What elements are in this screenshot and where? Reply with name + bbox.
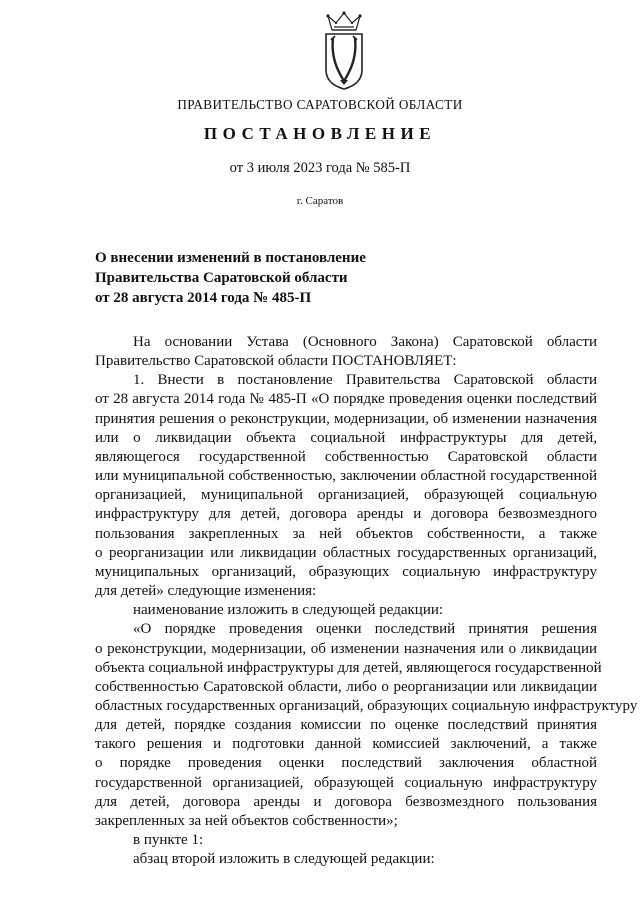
body-line: или о ликвидации объекта социальной инфраструктуры для детей,	[95, 429, 597, 446]
body-line: инфраструктуру для детей, договора аренды и договора безвозмездного	[95, 506, 597, 523]
body-line: абзац второй изложить в следующей редакции:	[133, 851, 435, 868]
body-line: принятия решения о реконструкции, модернизации, об изменении назначения	[95, 410, 597, 427]
body-line: 1. Внести в постановление Правительства Саратовской области	[133, 372, 597, 389]
document-subject	[95, 248, 366, 308]
body-line: для детей, порядке создания комиссии по оценке последствий принятия	[95, 717, 597, 734]
document-body	[95, 333, 638, 869]
body-line: «О порядке проведения оценки последствий принятия решения	[133, 621, 597, 638]
body-line: или муниципальной собственностью, заключении областной государственной	[95, 468, 597, 485]
subject-line: О внесении изменений в постановление	[95, 250, 366, 266]
body-line: муниципальных организаций, образующих социальную инфраструктуру	[95, 563, 597, 580]
body-line: областных государственных организаций, образующих социальную инфраструктуру	[95, 697, 638, 714]
document-date-number: от 3 июля 2023 года № 585-П	[229, 160, 411, 176]
subject-line: Правительства Саратовской области	[95, 270, 348, 286]
body-line: для детей» следующие изменения:	[95, 583, 317, 600]
body-line: о порядке проведения оценки последствий заключения областной	[95, 755, 597, 772]
body-line: Правительство Саратовской области ПОСТАНОВЛЯЕТ:	[95, 353, 457, 370]
body-line: собственностью Саратовской области, либо о реорганизации или ликвидации	[95, 678, 597, 695]
coat-of-arms-icon	[318, 10, 370, 90]
body-line: о реконструкции, модернизации, об изменении назначения или о ликвидации	[95, 640, 597, 657]
body-line: о реорганизации или ликвидации областных государственных организаций,	[95, 544, 597, 561]
body-line: такого решения и подготовки данной комиссией заключений, а также	[95, 736, 597, 753]
body-line: закрепленных за ней объектов собственности»;	[95, 812, 398, 829]
document-city: г. Саратов	[296, 195, 344, 207]
body-line: наименование изложить в следующей редакции:	[133, 602, 444, 619]
document-type-title: ПОСТАНОВЛЕНИЕ	[203, 124, 437, 143]
body-line: организацией, муниципальной организацией, образующей социальную	[95, 487, 597, 504]
body-line: являющегося государственной собственностью Саратовской области	[95, 448, 597, 465]
body-line: пользования закрепленных за ней объектов собственности, а также	[95, 525, 597, 542]
body-line: в пункте 1:	[133, 832, 204, 849]
body-line: объекта социальной инфраструктуры для детей, являющегося государственной	[95, 659, 602, 676]
body-line: от 28 августа 2014 года № 485-П «О порядке проведения оценки последствий	[95, 391, 597, 408]
body-line: для детей, договора аренды и договора безвозмездного пользования	[95, 793, 597, 810]
government-name: ПРАВИТЕЛЬСТВО САРАТОВСКОЙ ОБЛАСТИ	[177, 97, 463, 112]
body-line: На основании Устава (Основного Закона) Саратовской области	[133, 334, 597, 350]
body-line: государственной организацией, образующей социальную инфраструктуру	[95, 774, 597, 791]
subject-line: от 28 августа 2014 года № 485-П	[95, 290, 312, 306]
